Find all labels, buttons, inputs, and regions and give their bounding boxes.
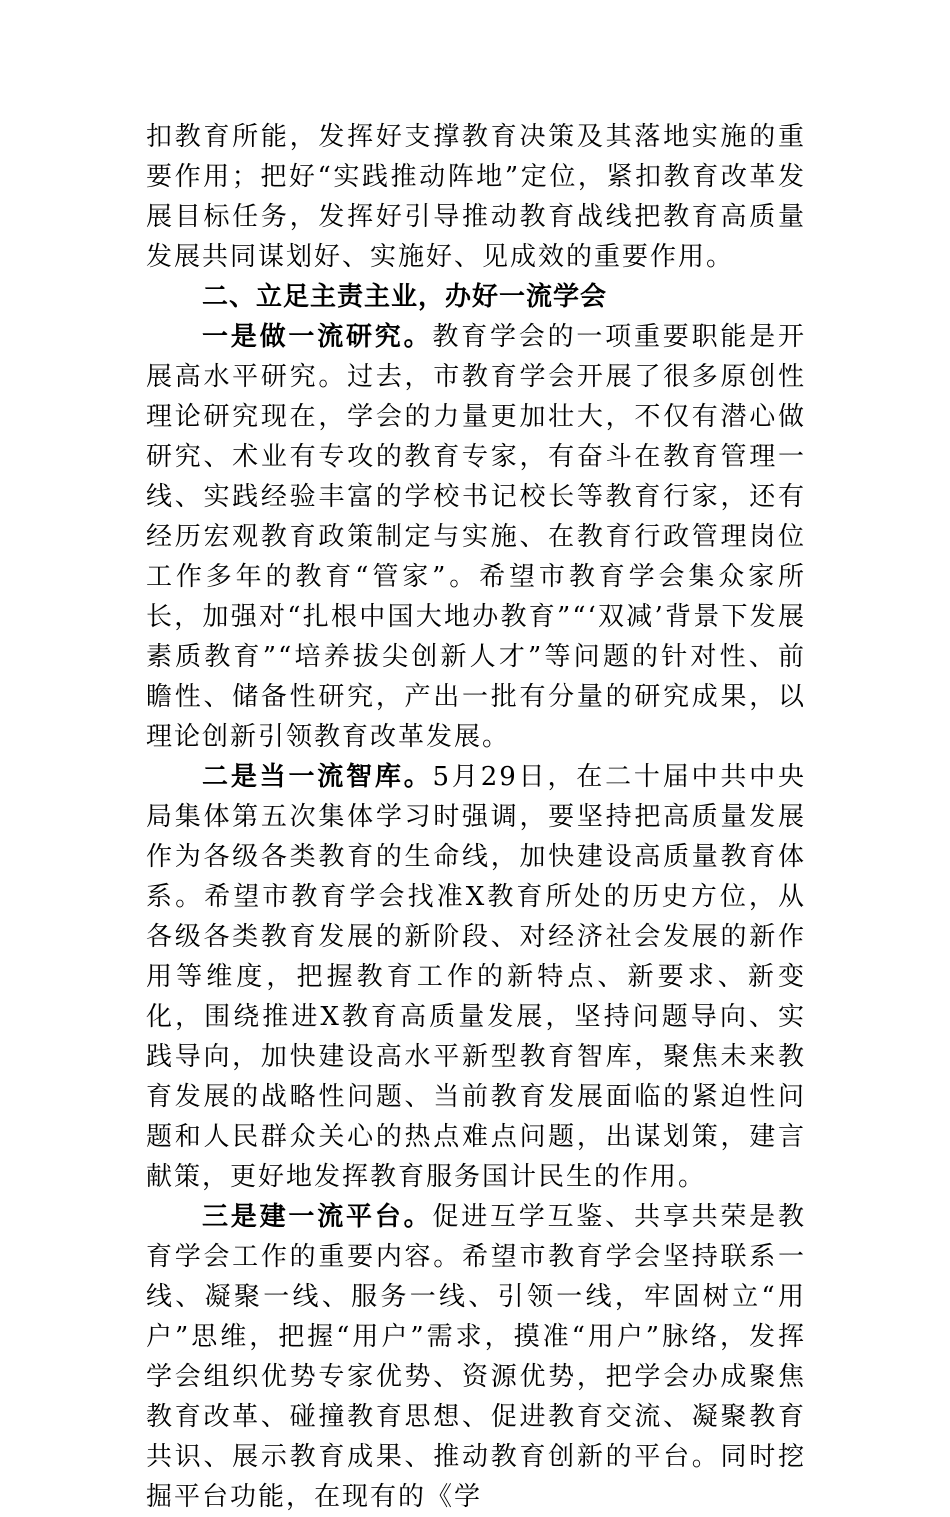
paragraph-lead: 一是做一流研究。 <box>202 322 433 352</box>
section-heading: 二、立足主责主业，办好一流学会 <box>202 282 608 312</box>
paragraph-text: 扣教育所能，发挥好支撑教育决策及其落地实施的重要作用；把好“实践推动阵地”定位，紧扣教育改革发展目标任务，发挥好引导推动教育战线把教育高质量发展共同谋划好、实施好、见成效的重要作用。 <box>146 122 806 272</box>
paragraph-text: 教育学会的一项重要职能是开展高水平研究。过去，市教育学会开展了很多原创性理论研究现在，学会的力量更加壮大，不仅有潜心做研究、术业有专攻的教育专家，有奋斗在教育管理一线、实践经验丰富的学校书记校长等教育行家，还有经历宏观教育政策制定与实施、在教育行政管理岗位工作多年的教育“管家”。希望市教育学会集众家所长，加强对“扎根中国大地办教育”“‘双减’背景下发展素质教育”“培养拔尖创新人才”等问题的针对性、前瞻性、储备性研究，产出一批有分量的研究成果，以理论创新引领教育改革发展。 <box>146 322 806 752</box>
paragraph-continued <box>146 117 806 277</box>
paragraph-lead: 三是建一流平台。 <box>202 1202 433 1232</box>
document-page <box>146 117 806 1517</box>
paragraph-platform <box>146 1197 806 1517</box>
paragraph-think-tank <box>146 757 806 1197</box>
paragraph-text: 促进互学互鉴、共享共荣是教育学会工作的重要内容。希望市教育学会坚持联系一线、凝聚一线、服务一线、引领一线，牢固树立“用户”思维，把握“用户”需求，摸准“用户”脉络，发挥学会组织优势专家优势、资源优势，把学会办成聚焦教育改革、碰撞教育思想、促进教育交流、凝聚教育共识、展示教育成果、推动教育创新的平台。同时挖掘平台功能，在现有的《学 <box>146 1202 806 1512</box>
paragraph-research <box>146 317 806 757</box>
paragraph-lead: 二是当一流智库。 <box>202 762 433 792</box>
paragraph-text: 5月29日，在二十届中共中央局集体第五次集体学习时强调，要坚持把高质量发展作为各级各类教育的生命线，加快建设高质量教育体系。希望市教育学会找准X教育所处的历史方位，从各级各类教育发展的新阶段、对经济社会发展的新作用等维度，把握教育工作的新特点、新要求、新变化，围绕推进X教育高质量发展，坚持问题导向、实践导向，加快建设高水平新型教育智库，聚焦未来教育发展的战略性问题、当前教育发展面临的紧迫性问题和人民群众关心的热点难点问题，出谋划策，建言献策，更好地发挥教育服务国计民生的作用。 <box>146 762 806 1192</box>
